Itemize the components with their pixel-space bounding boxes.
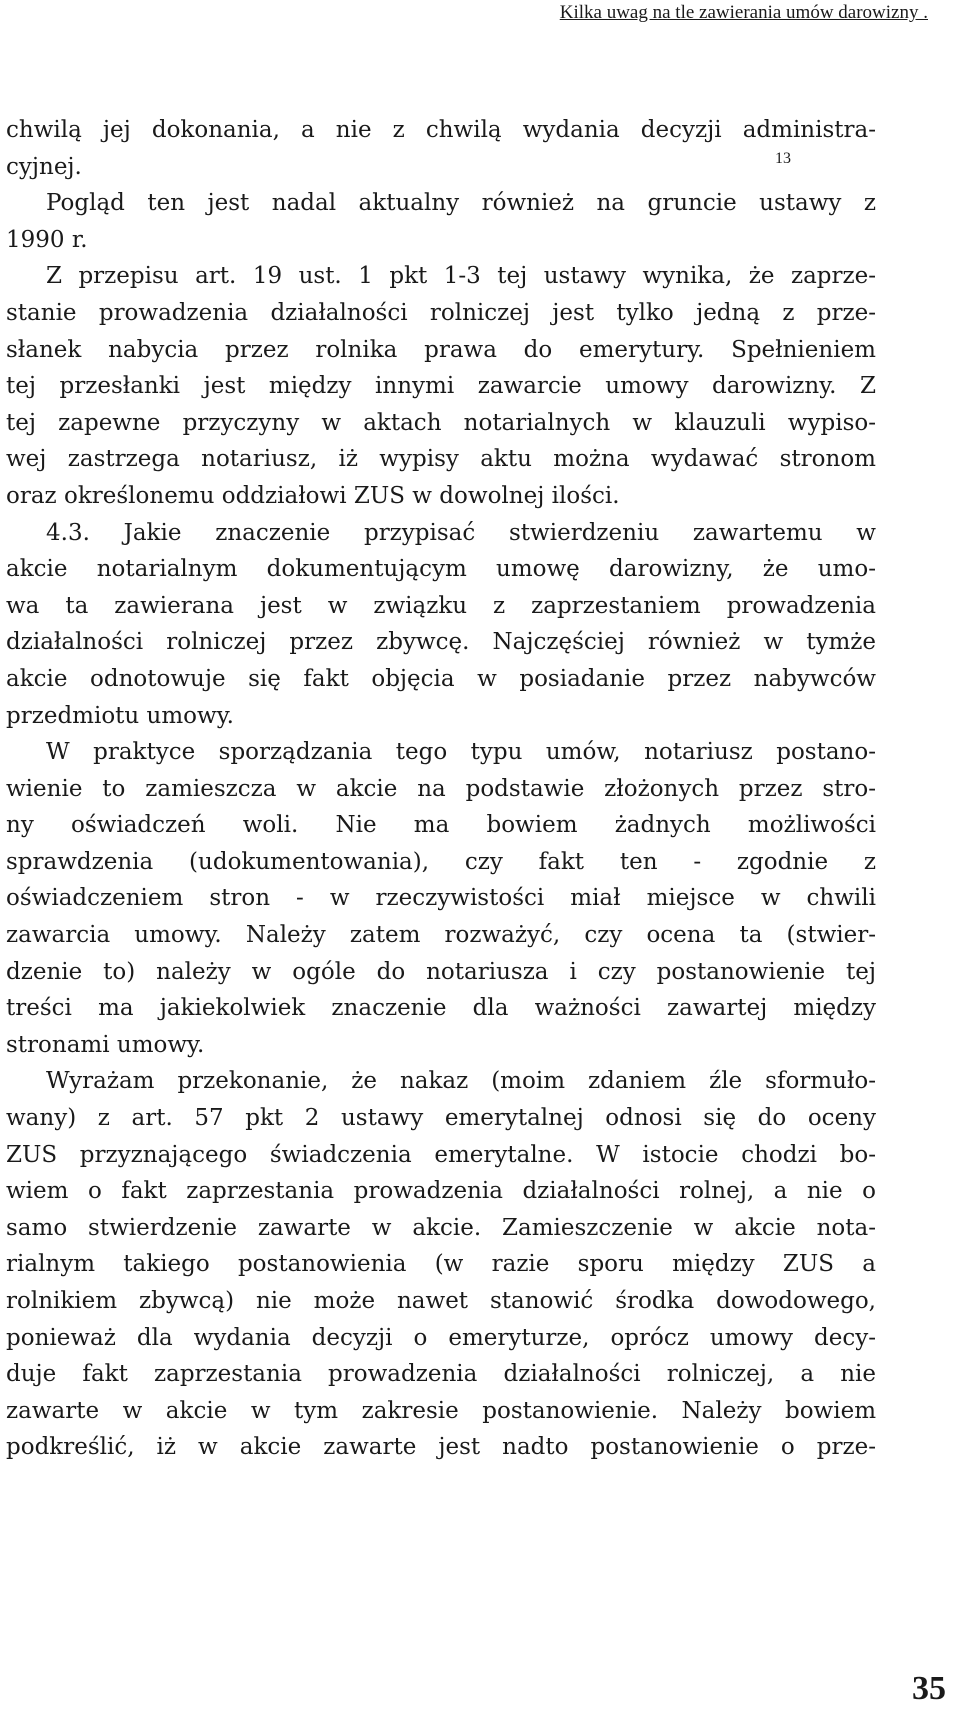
text-line: wienie to zamieszcza w akcie na podstawie złożonych przez stro-: [6, 775, 876, 802]
text-line: ponieważ dla wydania decyzji o emeryturze, oprócz umowy decy-: [6, 1324, 876, 1351]
text-line: W praktyce sporządzania tego typu umów, notariusz postano-: [46, 739, 876, 766]
text-line: wej zastrzega notariusz, iż wypisy aktu można wydawać stronom: [6, 446, 876, 473]
text-line: tej przesłanki jest między innymi zawarcie umowy darowizny. Z: [6, 373, 876, 400]
text-line: podkreślić, iż w akcie zawarte jest nadto postanowienie o prze-: [6, 1434, 876, 1461]
text-line: akcie notarialnym dokumentującym umowę darowizny, że umo-: [6, 556, 876, 583]
text-line: ZUS przyznającego świadczenia emerytalne. W istocie chodzi bo-: [6, 1141, 876, 1168]
text-line: tej zapewne przyczyny w aktach notarialnych w klauzuli wypiso-: [6, 409, 876, 436]
text-line: sprawdzenia (udokumentowania), czy fakt ten - zgodnie z: [6, 848, 876, 875]
text-line: treści ma jakiekolwiek znaczenie dla ważności zawartej między: [6, 995, 876, 1022]
text-line: rialnym takiego postanowienia (w razie sporu między ZUS a: [6, 1251, 876, 1278]
text-line: duje fakt zaprzestania prowadzenia działalności rolniczej, a nie: [6, 1361, 876, 1388]
text-line: zawarcia umowy. Należy zatem rozważyć, czy ocena ta (stwier-: [6, 922, 876, 949]
text-line: stanie prowadzenia działalności rolniczej jest tylko jedną z prze-: [6, 299, 876, 326]
text-line: wiem o fakt zaprzestania prowadzenia działalności rolnej, a nie o: [6, 1178, 876, 1205]
text-line: wa ta zawierana jest w związku z zaprzestaniem prowadzenia: [6, 592, 876, 619]
text-line: cyjnej.: [6, 153, 82, 180]
text-line: Pogląd ten jest nadal aktualny również na gruncie ustawy z: [46, 190, 876, 217]
text-line: dzenie to) należy w ogóle do notariusza i czy postanowienie tej: [6, 958, 876, 985]
text-line: Z przepisu art. 19 ust. 1 pkt 1-3 tej ustawy wynika, że zaprze-: [46, 263, 876, 290]
text-line: stronami umowy.: [6, 1031, 205, 1058]
body-text: [6, 112, 876, 1466]
page-number: 35: [912, 1670, 946, 1707]
text-line: Wyrażam przekonanie, że nakaz (moim zdaniem źle sformuło-: [46, 1068, 876, 1095]
text-line: chwilą jej dokonania, a nie z chwilą wydania decyzji administra-: [6, 117, 876, 143]
text-line: zawarte w akcie w tym zakresie postanowienie. Należy bowiem: [6, 1397, 876, 1424]
running-header: Kilka uwag na tle zawierania umów darowizny .: [559, 2, 928, 23]
text-line: samo stwierdzenie zawarte w akcie. Zamieszczenie w akcie nota-: [6, 1214, 876, 1241]
text-line: oraz określonemu oddziałowi ZUS w dowolnej ilości.: [6, 482, 620, 509]
text-line: akcie odnotowuje się fakt objęcia w posiadanie przez nabywców: [6, 665, 876, 692]
text-line: działalności rolniczej przez zbywcę. Najczęściej również w tymże: [6, 629, 876, 656]
text-line: słanek nabycia przez rolnika prawa do emerytury. Spełnieniem: [6, 336, 876, 363]
text-line: ny oświadczeń woli. Nie ma bowiem żadnych możliwości: [6, 812, 876, 839]
text-line: wany) z art. 57 pkt 2 ustawy emerytalnej odnosi się do oceny: [6, 1105, 876, 1132]
text-line: 4.3. Jakie znaczenie przypisać stwierdzeniu zawartemu w: [46, 519, 876, 546]
text-line: rolnikiem zbywcą) nie może nawet stanowić środka dowodowego,: [6, 1288, 876, 1314]
text-line: przedmiotu umowy.: [6, 702, 234, 729]
text-line: oświadczeniem stron - w rzeczywistości miał miejsce w chwili: [6, 885, 876, 912]
footnote-reference: 13: [775, 150, 791, 167]
text-line: 1990 r.: [6, 226, 88, 253]
